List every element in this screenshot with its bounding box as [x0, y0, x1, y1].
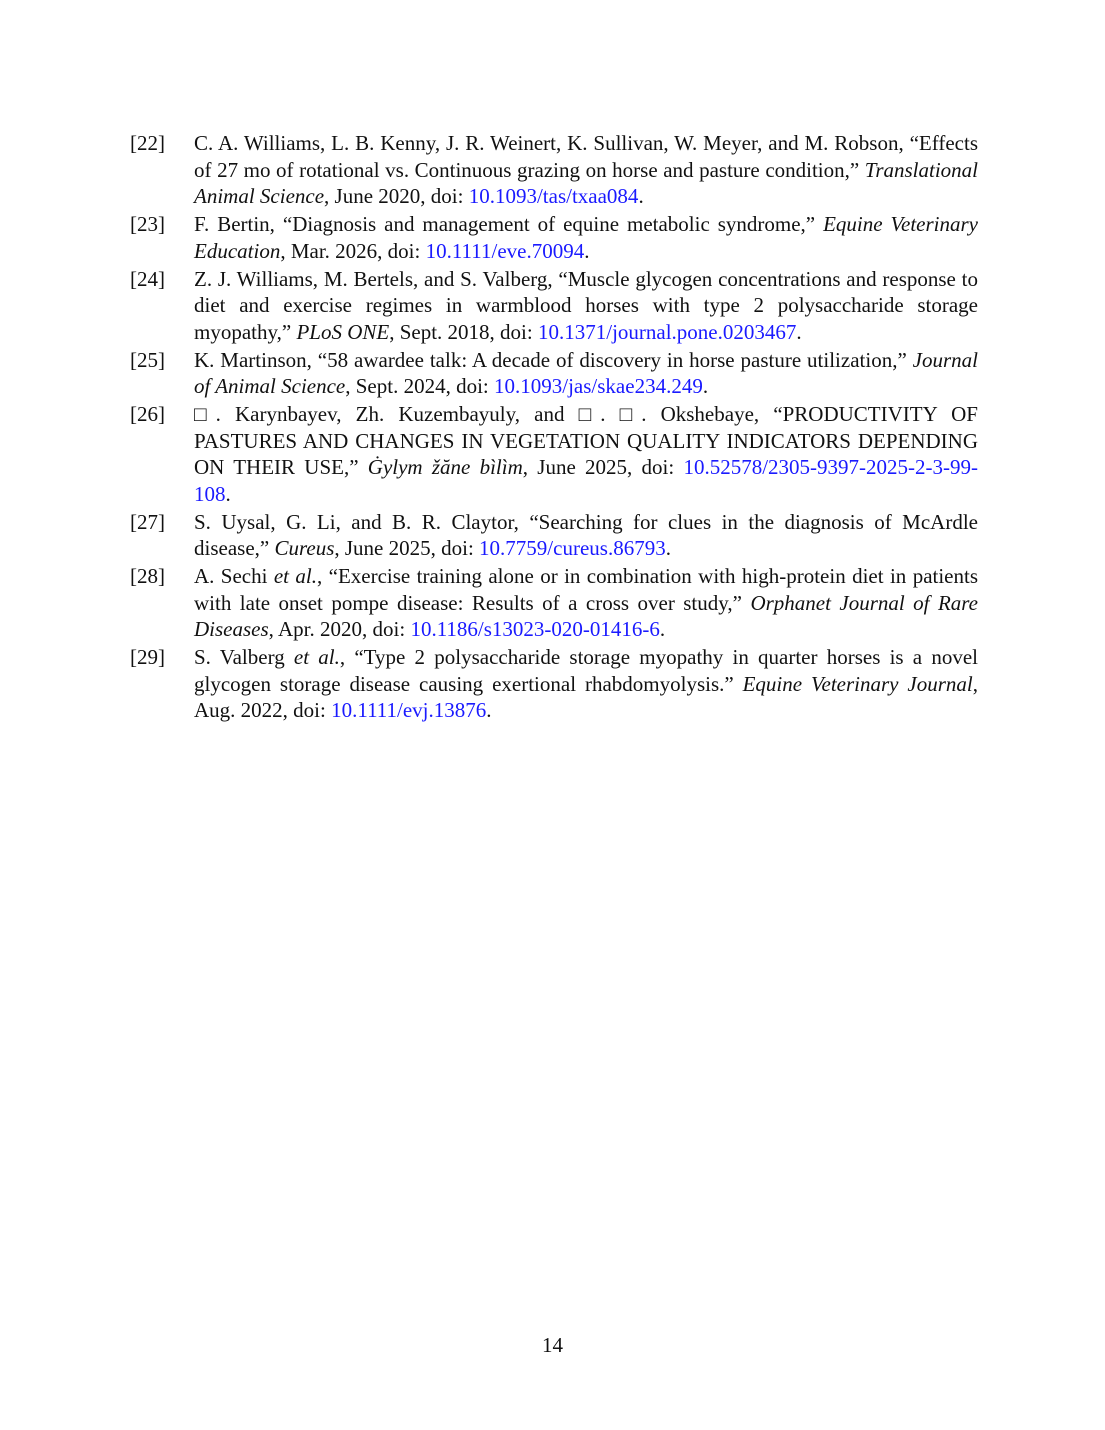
- reference-authors-tail: ,: [339, 645, 355, 669]
- reference-date: , Apr. 2020, doi:: [268, 617, 411, 641]
- reference-venue: Translational Animal Science: [194, 157, 978, 208]
- reference-authors: K. Martinson,: [194, 347, 318, 372]
- reference-number: [ 26 ]: [130, 401, 165, 428]
- doi-link[interactable]: 10.1111/evj.13876: [331, 698, 487, 722]
- doi-link[interactable]: 10.1093/jas/skae234.249: [494, 374, 703, 398]
- page-number: 14: [542, 1333, 563, 1357]
- reference-etal: et al.: [273, 564, 317, 588]
- reference-authors-tail: ,: [317, 564, 329, 588]
- reference-entry: [130, 644, 978, 724]
- reference-venue: Equine Veterinary Education: [194, 212, 978, 263]
- reference-end: .: [796, 319, 802, 344]
- reference-authors: Z. J. Williams, M. Bertels, and S. Valberg,: [194, 266, 559, 291]
- doi-link[interactable]: 10.7759/cureus.86793: [479, 536, 666, 560]
- reference-number: [ 23 ]: [130, 211, 165, 238]
- reference-entry: [130, 509, 978, 562]
- reference-title: “Searching for clues in the diagnosis of McArdle disease,”: [194, 509, 978, 560]
- reference-authors: S. Uysal, G. Li, and B. R. Claytor,: [194, 509, 530, 534]
- reference-authors: C. A. Williams, L. B. Kenny, J. R. Weinert, K. Sullivan, W. Meyer, and M. Robson,: [194, 131, 910, 155]
- reference-end: .: [486, 698, 492, 722]
- reference-date: , June 2025, doi:: [334, 536, 480, 560]
- reference-date: , Sept. 2024, doi:: [345, 374, 495, 398]
- reference-end: .: [659, 617, 666, 641]
- reference-entry: [130, 401, 978, 507]
- reference-entry: [130, 211, 978, 264]
- reference-date: , Sept. 2018, doi:: [389, 319, 538, 344]
- reference-authors: F. Bertin,: [194, 212, 283, 236]
- reference-number: [ 28 ]: [130, 563, 165, 590]
- reference-date: , June 2020, doi:: [324, 184, 469, 208]
- reference-end: .: [665, 536, 671, 560]
- reference-title: “Type 2 polysaccharide storage myopathy in quarter horses is a novel glycogen storage disease causing exertional rhabdomyolysis.”: [194, 645, 978, 696]
- reference-venue: Equine Veterinary Journal: [742, 671, 973, 696]
- reference-venue: PLoS ONE: [296, 319, 390, 344]
- reference-date: , Aug. 2022, doi:: [194, 671, 978, 722]
- reference-number: [ 25 ]: [130, 347, 165, 374]
- reference-venue: Orphanet Journal of Rare Diseases: [194, 590, 978, 641]
- reference-venue: Ġylym žăne bìlìm: [367, 455, 523, 479]
- reference-end: .: [584, 238, 590, 263]
- doi-link[interactable]: 10.1186/s13023-020-01416-6: [410, 617, 660, 641]
- reference-number: [ 24 ]: [130, 266, 165, 293]
- reference-title: “PRODUCTIVITY OF PASTURES AND CHANGES IN VEGETATION QUALITY INDICATORS DEPENDING ON THEIR USE,”: [194, 402, 978, 479]
- reference-date: , Mar. 2026, doi:: [280, 238, 426, 263]
- reference-title: “Exercise training alone or in combination with high-protein diet in patients with late onset pompe disease: Results of a cross over study,”: [194, 564, 979, 615]
- reference-authors: A. Sechi: [194, 564, 274, 588]
- reference-number: [ 27 ]: [130, 509, 165, 536]
- reference-entry: [130, 266, 978, 346]
- doi-link[interactable]: 10.1111/eve.70094: [425, 238, 585, 263]
- reference-entry: [130, 563, 978, 643]
- reference-list: [130, 130, 978, 725]
- doi-link[interactable]: 10.52578/2305-9397-2025-2-3-99-108: [194, 455, 978, 506]
- reference-number: [ 22 ]: [130, 130, 165, 157]
- reference-title: “Effects of 27 mo of rotational vs. Continuous grazing on horse and pasture condition,”: [194, 131, 978, 182]
- reference-end: .: [225, 481, 231, 506]
- reference-end: .: [638, 184, 644, 208]
- reference-title: “Diagnosis and management of equine metabolic syndrome,”: [282, 212, 824, 236]
- reference-date: , June 2025, doi:: [522, 455, 684, 479]
- reference-authors: S. Valberg: [194, 645, 294, 669]
- reference-authors: □. Karynbayev, Zh. Kuzembayuly, and □. □. Okshebaye,: [194, 402, 774, 426]
- reference-end: .: [702, 374, 709, 398]
- doi-link[interactable]: 10.1093/tas/txaa084: [468, 184, 639, 208]
- reference-venue: Journal of Animal Science: [194, 347, 978, 398]
- reference-entry: [130, 130, 978, 210]
- reference-entry: [130, 347, 978, 400]
- reference-title: “Muscle glycogen concentrations and response to diet and exercise regimes in warmblood horses with type 2 polysaccharide storage myopathy,”: [194, 266, 978, 344]
- reference-title: “58 awardee talk: A decade of discovery in horse pasture utilization,”: [317, 347, 913, 372]
- reference-venue: Cureus: [274, 536, 335, 560]
- doi-link[interactable]: 10.1371/journal.pone.0203467: [537, 319, 797, 344]
- reference-etal: et al.: [293, 645, 340, 669]
- reference-number: [ 29 ]: [130, 644, 165, 671]
